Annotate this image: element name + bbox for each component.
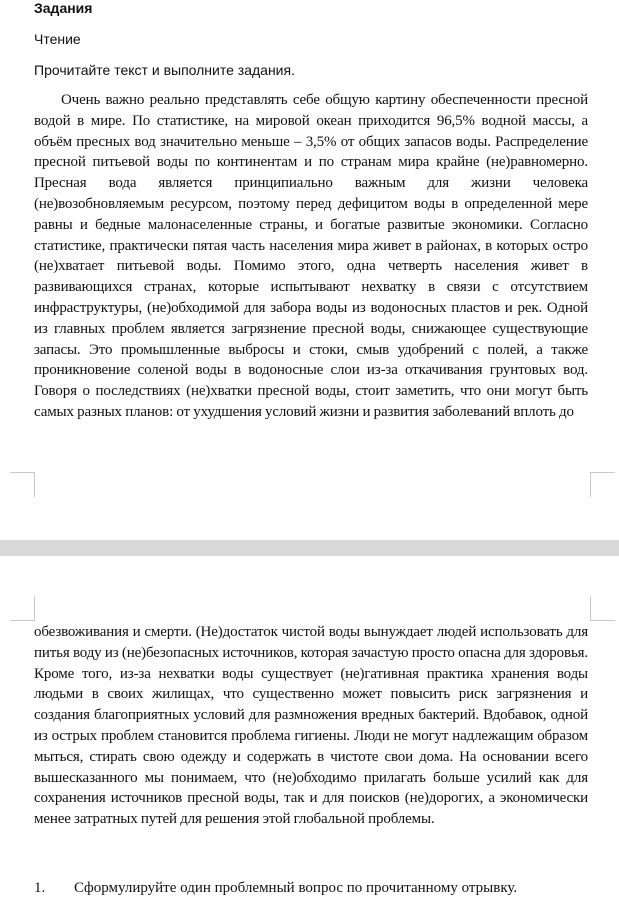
top-left-margin-mark [10, 596, 35, 621]
task-item [34, 879, 594, 897]
reading-paragraph-part-1: Очень важно реально представлять себе общую картину обеспеченности пресной водой в мире. По статистике, на мировой океан приходится 96,5% водной массы, а объём пресных вод значительно меньше – 3,5% от общих запасов воды. Распределение пресной питьевой воды по континентам и по странам мира крайне (не)равномерно. Пресная вода является принципиально важным для жизни человека (не)возобновляемым ресурсом, поэтому перед дефицитом воды в определенной мере равны и бедные малонаселенные страны, и богатые развитые экономики. Согласно статистике, практически пятая часть населения мира живет в районах, в которых остро (не)хватает питьевой воды. Помимо этого, одна четверть населения живет в развивающихся странах, которые испытывают нехватку в связи с отсутствием инфраструктуры, (не)обходимой для забора воды из водоносных пластов и рек. Одной из главных проблем является загрязнение пресной воды, снижающее существующие запасы. Это промышленные выбросы и стоки, смыв удобрений с полей, а также проникновение соленой воды в водоносные слои из-за откачивания грунтовых вод. Говоря о последствиях (не)хватки пресной воды, стоит заметить, что они могут быть самых разных планов: от ухудшения условий жизни и развития заболеваний вплоть до [34, 92, 588, 420]
subsection-title: Чтение [34, 31, 81, 47]
bottom-left-margin-mark [10, 472, 35, 497]
page-break-gap [0, 540, 619, 556]
reading-paragraph-part-2: обезвоживания и смерти. (Не)достаток чистой воды вынуждает людей использовать для питья воду из (не)безопасных источников, которая зачастую просто опасна для здоровья. Кроме того, из-за нехватки воды существует (не)гативная практика хранения воды людьми в своих жилищах, что существенно может повысить риск загрязнения и создания благоприятных условий для размножения вредных бактерий. Вдобавок, одной из острых проблем становится проблема гигиены. Люди не могут надлежащим образом мыться, стирать свою одежду и содержать в чистоте свои дома. На основании всего вышесказанного мы понимаем, что (не)обходимо прилагать больше усилий как для сохранения источников пресной воды, так и для поисков (не)дорогих, а экономически менее затратных путей для решения этой глобальной проблемы. [34, 624, 588, 828]
task-number: 1. [34, 880, 46, 896]
top-right-margin-mark [590, 596, 615, 621]
section-title: Задания [34, 0, 93, 16]
instruction-text: Прочитайте текст и выполните задания. [34, 62, 295, 78]
task-text: Сформулируйте один проблемный вопрос по прочитанному отрывку. [74, 880, 518, 896]
bottom-right-margin-mark [590, 472, 615, 497]
